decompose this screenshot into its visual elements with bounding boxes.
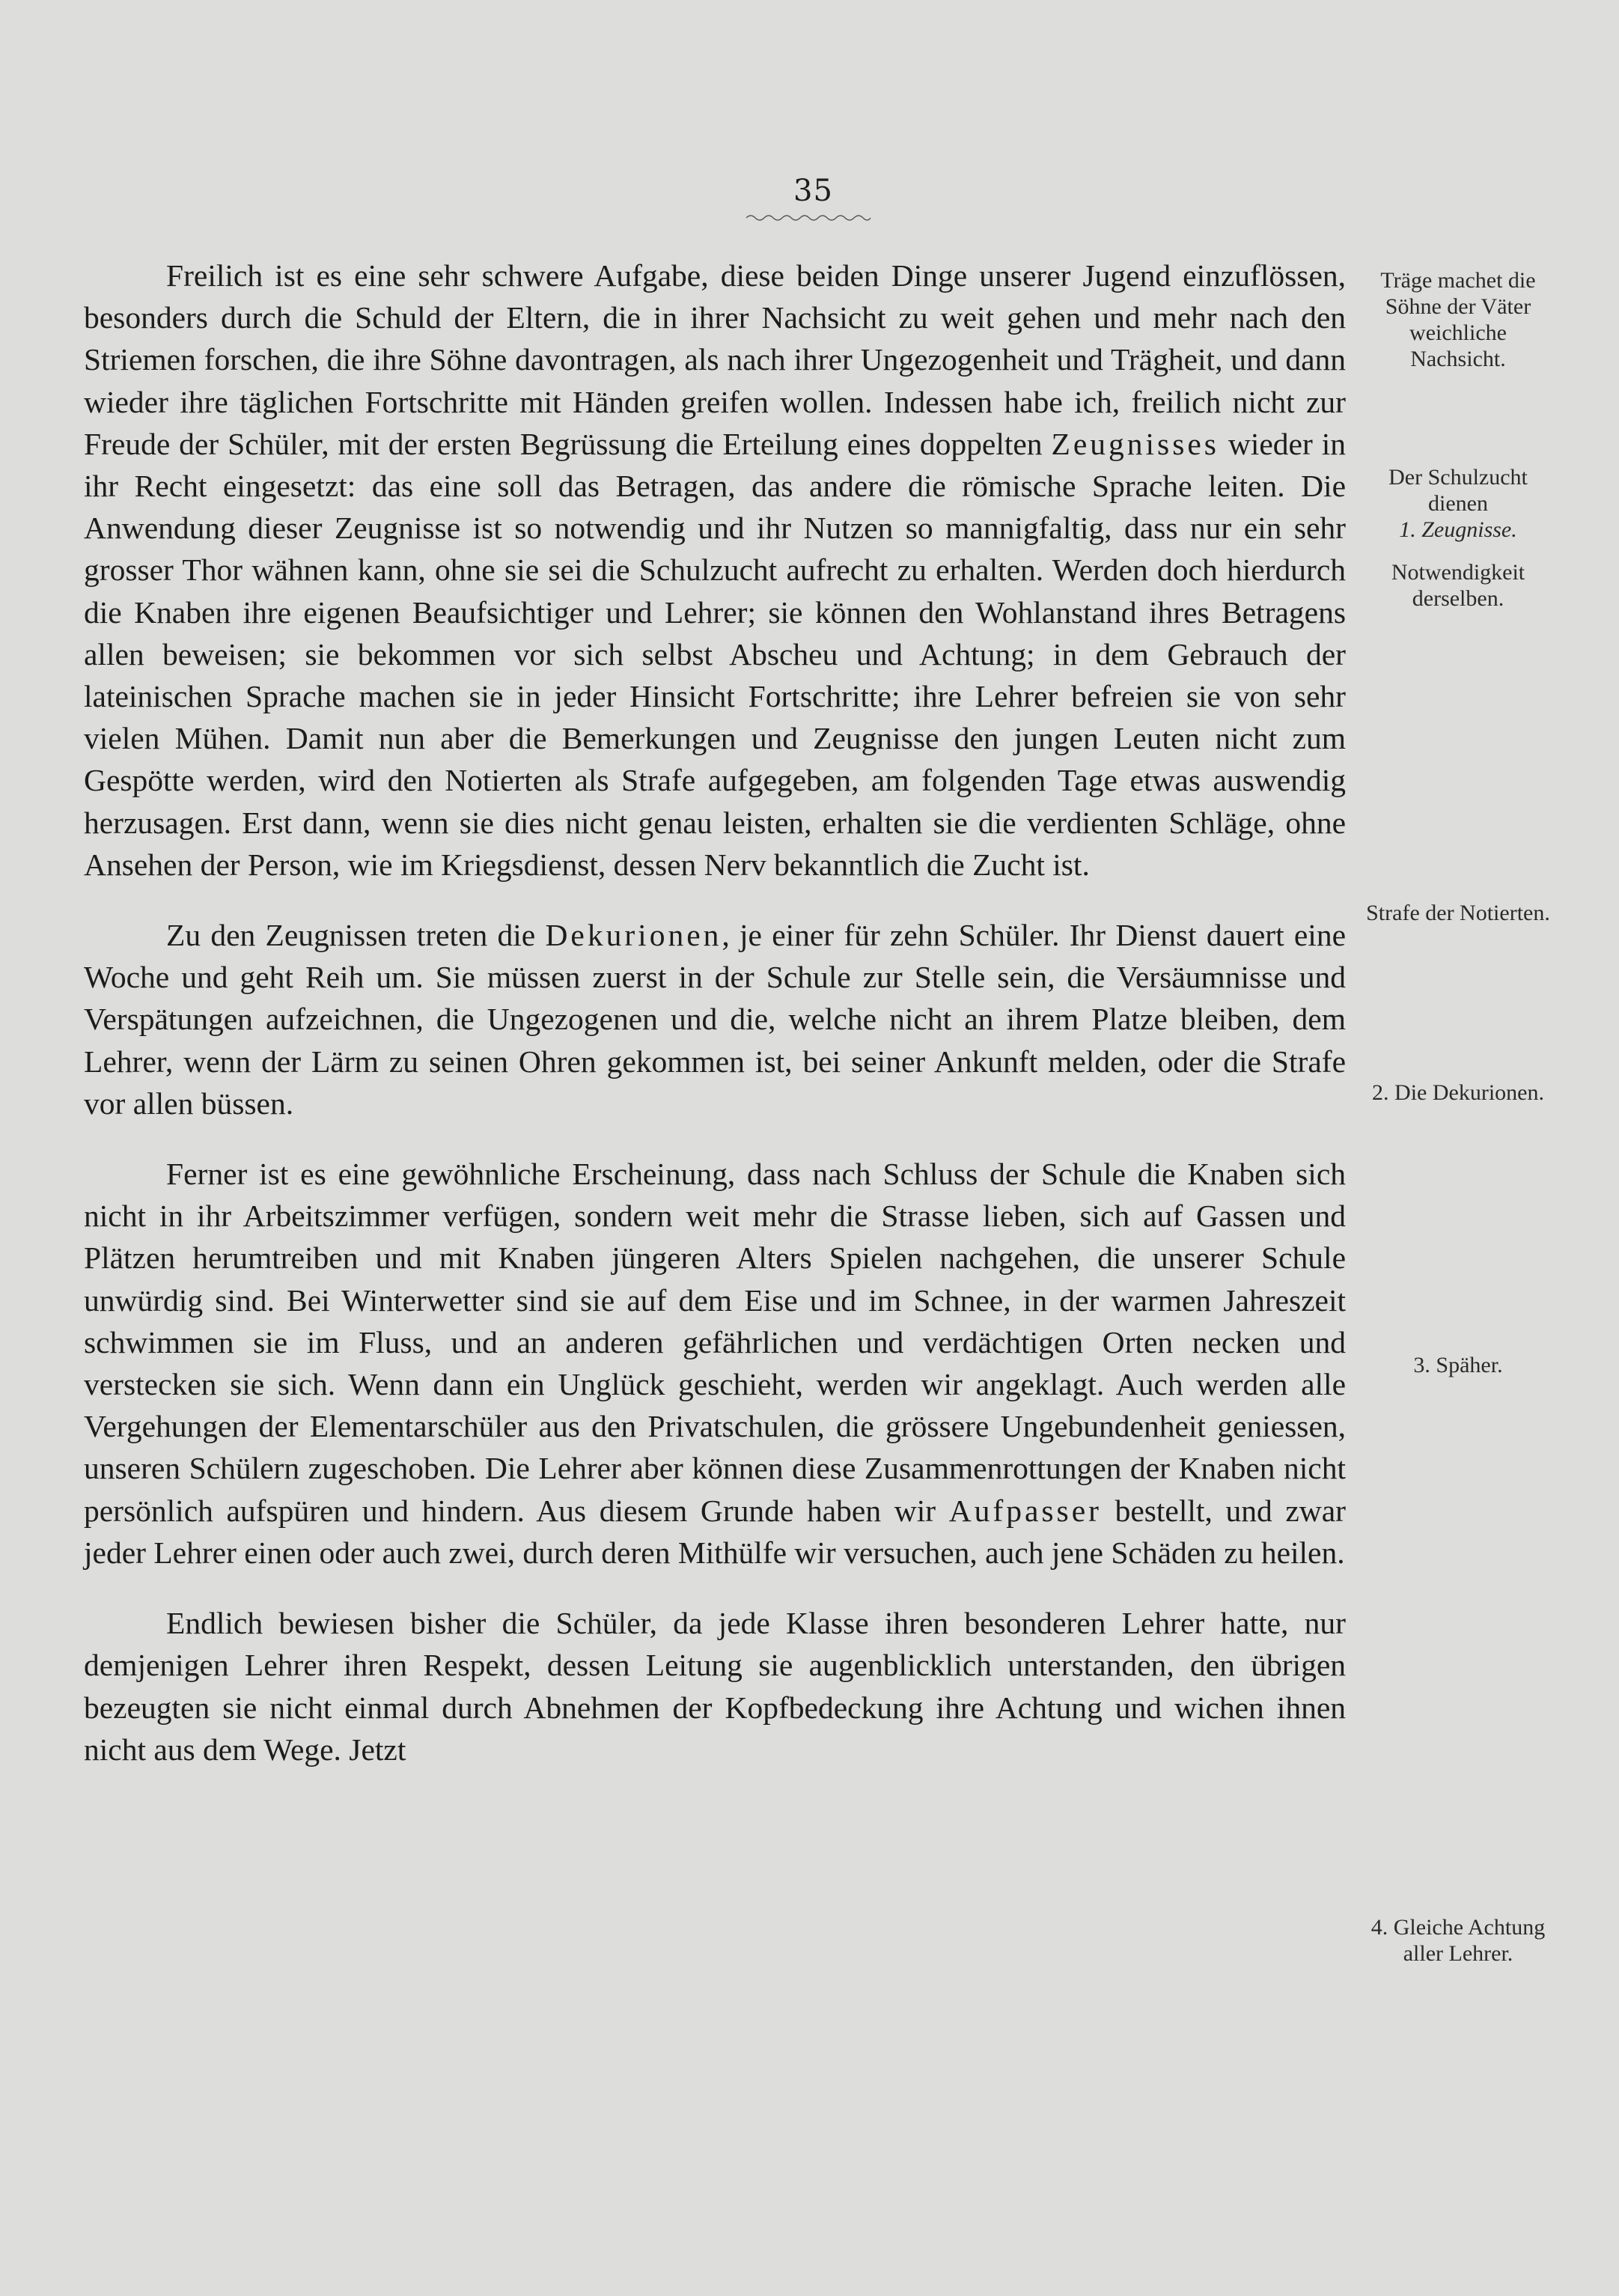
text-run: Zu den Zeugnissen treten die <box>166 918 546 953</box>
margin-note-schulzucht <box>1361 464 1555 543</box>
margin-note-item: 1. Zeugnisse. <box>1399 517 1517 542</box>
margin-note-strafe: Strafe der Notierten. <box>1366 901 1550 925</box>
page-number: 35 <box>793 174 833 208</box>
emphasized-term: Dekurionen <box>545 918 722 953</box>
text-run: Ferner ist es eine gewöhnliche Erscheinung, dass nach Schluss der Schule die Knaben sich nicht in ihr Arbeitszimmer verfügen, sondern weit mehr die Strasse lieben, sich auf Gassen und Plätzen herumtreiben und mit Knaben jüngeren Alters Spielen nachgehen, die unserer Schule unwürdig sind. Bei Winterwetter sind sie auf dem Eise und im Schnee, in der warmen Jahreszeit schwimmen sie im Fluss, und an anderen gefährlichen und verdächtigen Orten necken und verstecken sie sich. Wenn dann ein Unglück geschieht, werden wir angeklagt. Auch werden alle Vergehungen der Elementarschüler aus den Privatschulen, die grössere Ungebundenheit geniessen, unseren Schülern zugeschoben. Die Lehrer aber können diese Zusammenrottungen der Knaben nicht persönlich aufspüren und hindern. Aus diesem Grunde haben wir <box>84 1157 1346 1528</box>
paragraph-dekurionen <box>84 914 1346 1124</box>
emphasized-term: Aufpasser <box>948 1493 1102 1528</box>
margin-note-traege: Träge machet die Söhne der Väter weichliche Nachsicht. <box>1380 268 1536 371</box>
text-run: Endlich bewiesen bisher die Schüler, da jede Klasse ihren besonderen Lehrer hatte, nur demjenigen Lehrer ihren Respekt, dessen Leitung sie augenblicklich unterstanden, den übrigen bezeugten sie nicht einmal durch Abnehmen der Kopfbedeckung ihre Achtung und wichen ihnen nicht aus dem Wege. Jetzt <box>84 1606 1346 1767</box>
text-run: , je einer für zehn Schüler. Ihr Dienst dauert eine Woche und geht Reih um. Sie müssen zuerst in der Schule zur Stelle sein, die Versäumnisse und Verspätungen aufzeichnen, die Ungezogenen und die, welche nicht an ihrem Platze bleiben, dem Lehrer, wenn der Lärm zu seinen Ohren gekommen ist, bei seiner Ankunft melden, oder die Strafe vor allen büssen. <box>84 918 1346 1121</box>
margin-note-notwendigkeit: Notwendigkeit derselben. <box>1391 560 1525 611</box>
margin-note-dekurionen: 2. Die Dekurionen. <box>1372 1080 1544 1105</box>
text-run: Freilich ist es eine sehr schwere Aufgabe, diese beiden Dinge unserer Jugend einzuflössen, besonders durch die Schuld der Eltern, die in ihrer Nachsicht zu weit gehen und mehr nach den Striemen forschen, die ihre Söhne davontragen, als nach ihrer Ungezogenheit und Trägheit, und dann wieder ihre täglichen Fortschritte mit Händen greifen wollen. Indessen habe ich, freilich nicht zur Freude der Schüler, mit der ersten Begrüssung die Erteilung eines doppelten <box>84 258 1346 461</box>
emphasized-term: Zeugnisses <box>1051 426 1219 461</box>
body-text <box>84 255 1346 1799</box>
text-run: wieder in ihr Recht eingesetzt: das eine soll das Betragen, das andere die römische Sprache leiten. Die Anwendung dieser Zeugnisse ist so notwendig und ihr Nutzen so mannigfaltig, dass nur ein sehr grosser Thor wähnen kann, ohne sie sei die Schulzucht aufrecht zu erhalten. Werden doch hierdurch die Knaben ihre eigenen Beaufsichtiger und Lehrer; sie können den Wohlanstand ihres Betragens allen beweisen; sie bekommen vor sich selbst Abscheu und Achtung; in dem Gebrauch der lateinischen Sprache machen sie in jeder Hinsicht Fortschritte; ihre Lehrer befreien sie von sehr vielen Mühen. Damit nun aber die Bemerkungen und Zeugnisse den jungen Leuten nicht zum Gespötte werden, wird den Notierten als Strafe aufgegeben, am folgenden Tage etwas auswendig herzusagen. Erst dann, wenn sie dies nicht genau leisten, erhalten sie die verdienten Schläge, ohne Ansehen der Person, wie im Kriegsdienst, dessen Nerv bekanntlich die Zucht ist. <box>84 426 1346 882</box>
text-run: bestellt, und zwar jeder Lehrer einen oder auch zwei, durch deren Mithülfe wir versuchen, auch jene Schäden zu heilen. <box>84 1493 1346 1570</box>
margin-note-text: Der Schulzucht dienen <box>1388 465 1528 516</box>
ornament-divider <box>745 213 872 223</box>
paragraph-zeugnisse <box>84 255 1346 886</box>
paragraph-aufpasser <box>84 1153 1346 1574</box>
paragraph-achtung <box>84 1602 1346 1770</box>
margin-note-spaeher: 3. Späher. <box>1413 1353 1503 1377</box>
margin-note-achtung: 4. Gleiche Achtung aller Lehrer. <box>1370 1915 1546 1966</box>
